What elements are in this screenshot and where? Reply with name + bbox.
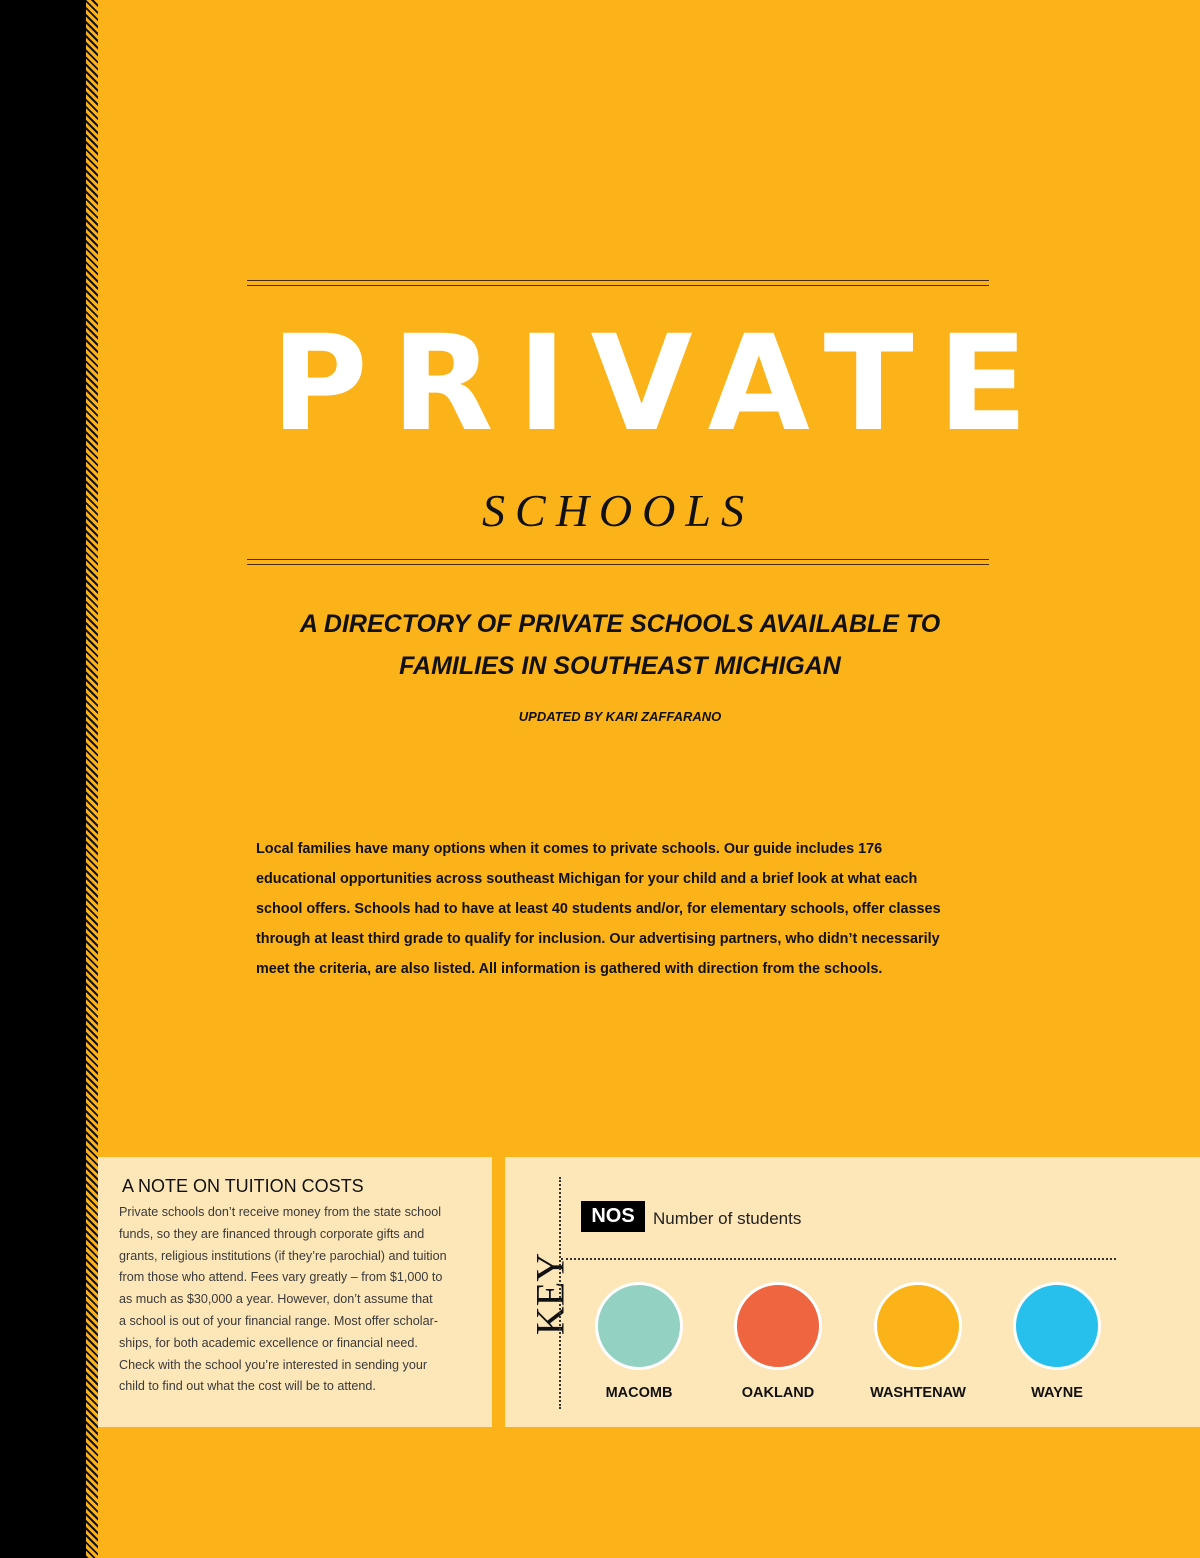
intro-line: through at least third grade to qualify for inclusion. Our advertising partners, who didn’t necessarily [256, 931, 940, 947]
intro-paragraph [256, 834, 976, 984]
note-line: funds, so they are financed through corporate gifts and [119, 1226, 425, 1241]
county-name: MACOMB [605, 1385, 673, 1401]
county-color-dot [1013, 1282, 1101, 1370]
county-name: WAYNE [1031, 1385, 1083, 1401]
byline: UPDATED BY KARI ZAFFARANO [518, 709, 722, 724]
intro-line: Local families have many options when it comes to private schools. Our guide includes 176 [256, 841, 883, 857]
key-label [515, 1219, 585, 1369]
key-panel [505, 1157, 1200, 1427]
hatched-stripe [86, 0, 98, 1558]
county-color-dot [734, 1282, 822, 1370]
county-color-dot [874, 1282, 962, 1370]
note-line: as much as $30,000 a year. However, don’t assume that [119, 1292, 433, 1307]
black-spine [0, 0, 86, 1558]
bottom-double-rule [247, 559, 989, 565]
county-wayne [1002, 1282, 1112, 1401]
key-vertical-divider [559, 1177, 561, 1409]
county-color-dot [595, 1282, 683, 1370]
tuition-note-panel [98, 1157, 492, 1427]
subtitle-line: FAMILIES IN SOUTHEAST MICHIGAN [399, 652, 841, 680]
county-washtenaw [863, 1282, 973, 1401]
intro-line: meet the criteria, are also listed. All information is gathered with direction from the schools. [256, 961, 883, 977]
note-line: a school is out of your financial range. Most offer scholar- [119, 1313, 438, 1328]
intro-line: school offers. Schools had to have at least 40 students and/or, for elementary schools, offer classes [256, 901, 941, 917]
intro-line: educational opportunities across southeast Michigan for your child and a brief look at what each [256, 871, 918, 887]
note-line: child to find out what the cost will be to attend. [119, 1379, 376, 1394]
page-title-secondary: SCHOOLS [482, 485, 754, 536]
nos-description: Number of students [653, 1209, 802, 1228]
note-line: Check with the school you’re interested in sending your [119, 1357, 428, 1372]
note-line: Private schools don’t receive money from the state school [119, 1205, 441, 1219]
note-line: from those who attend. Fees vary greatly – from $1,000 to [119, 1270, 443, 1285]
county-name: OAKLAND [741, 1385, 815, 1401]
key-label-text: KEY [527, 1252, 573, 1336]
key-horizontal-divider [561, 1258, 1116, 1260]
subtitle-line: A DIRECTORY OF PRIVATE SCHOOLS AVAILABLE TO [299, 610, 941, 638]
subtitle [240, 603, 1000, 687]
county-macomb [584, 1282, 694, 1401]
top-double-rule [247, 280, 989, 286]
county-name: WASHTENAW [870, 1385, 966, 1401]
note-line: grants, religious institutions (if they’re parochial) and tuition [119, 1248, 447, 1263]
note-line: ships, for both academic excellence or financial need. [119, 1335, 418, 1350]
tuition-note-heading: A NOTE ON TUITION COSTS [122, 1176, 364, 1196]
county-oakland [723, 1282, 833, 1401]
nos-badge: NOS [581, 1201, 645, 1232]
tuition-note-body [119, 1202, 475, 1398]
page-title: PRIVATE [271, 307, 1052, 461]
